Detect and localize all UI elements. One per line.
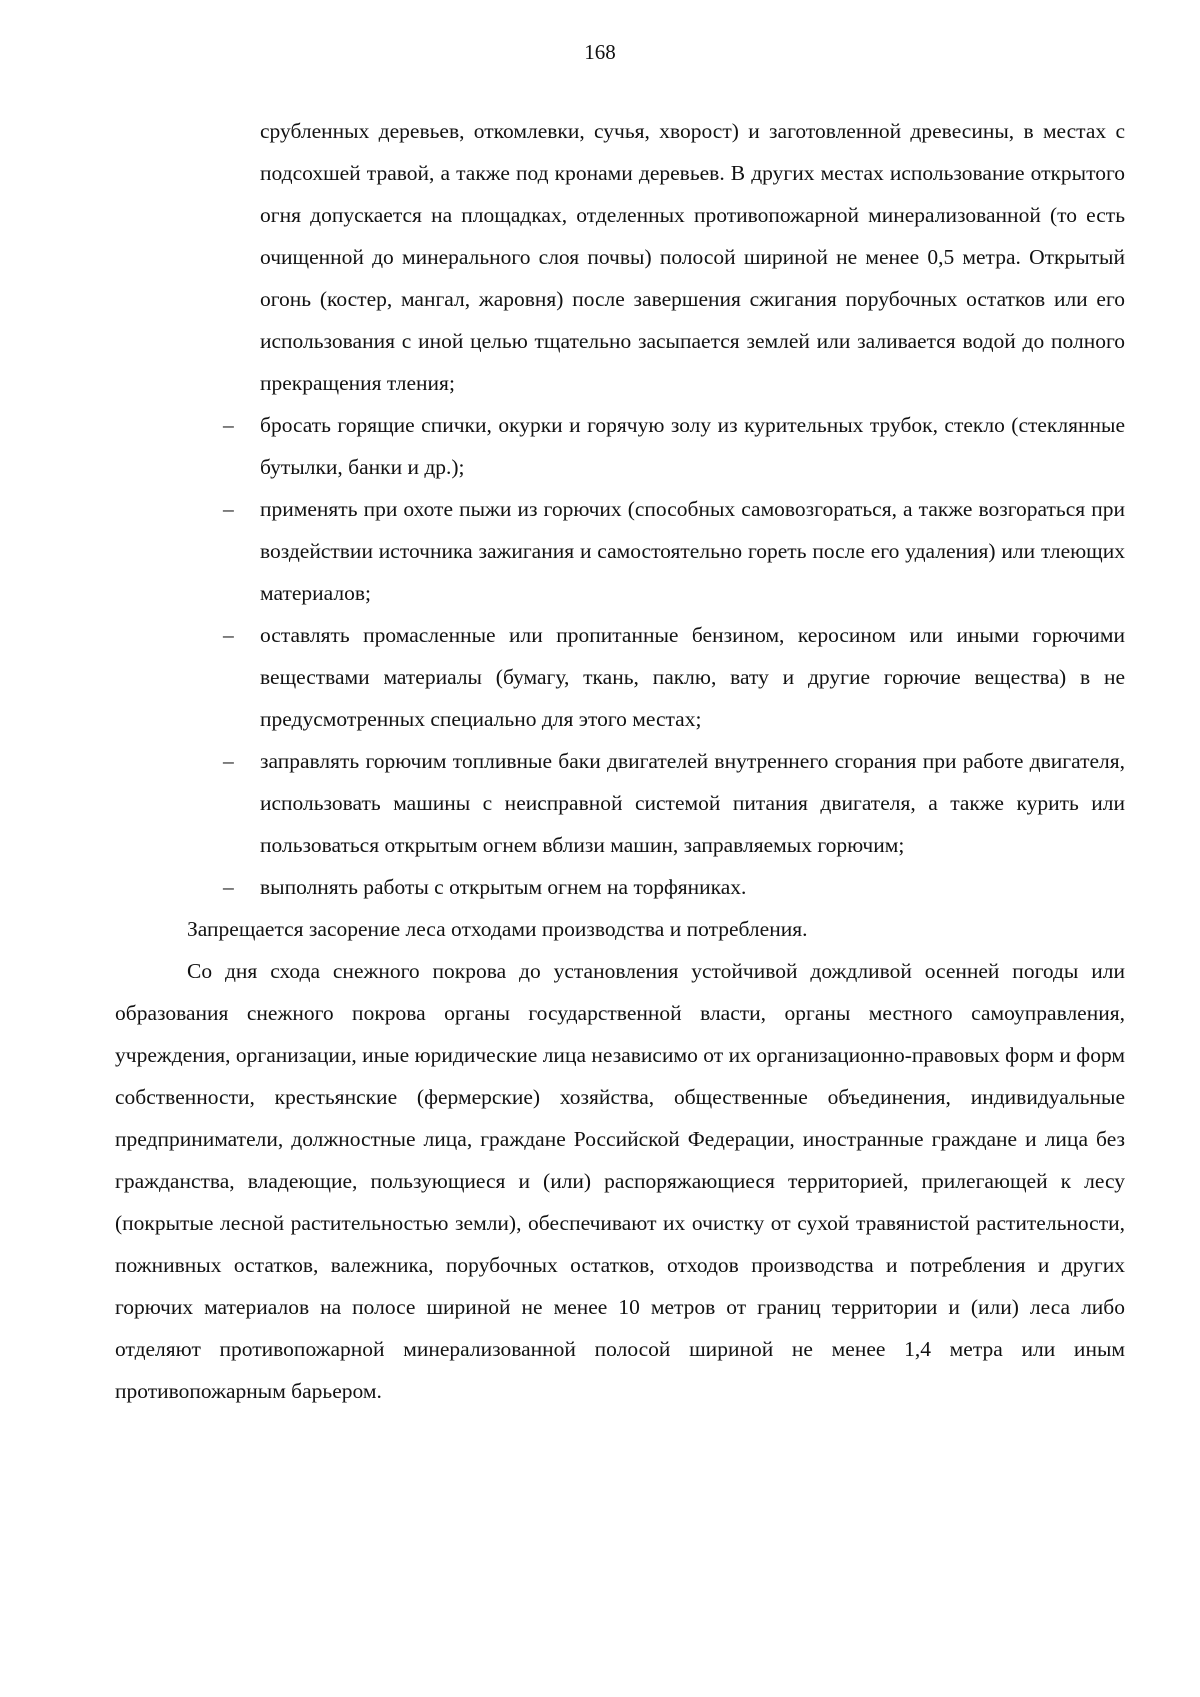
list-item	[115, 740, 1125, 866]
list-item-text: бросать горящие спички, окурки и горячую золу из курительных трубок, стекло (стеклянные бутылки, банки и др.);	[260, 413, 1125, 479]
document-body	[115, 110, 1125, 1412]
dash-marker: –	[223, 413, 234, 437]
page-number: 168	[584, 40, 616, 64]
list-item-text: применять при охоте пыжи из горючих (способных самовозгораться, а также возгораться при воздействии источника зажигания и самостоятельно гореть после его удаления) или тлеющих материалов;	[260, 497, 1125, 605]
list-item	[115, 404, 1125, 488]
continuation-paragraph: срубленных деревьев, откомлевки, сучья, хворост) и заготовленной древесины, в местах с подсохшей травой, а также под кронами деревьев. В других местах использование открытого огня допускается на площадках, отделенных противопожарной минерализованной (то есть очищенной до минерального слоя почвы) полосой шириной не менее 0,5 метра. Открытый огонь (костер, мангал, жаровня) после завершения сжигания порубочных остатков или его использования с иной целью тщательно засыпается землей или заливается водой до полного прекращения тления;	[260, 119, 1125, 395]
list-item-text: оставлять промасленные или пропитанные бензином, керосином или иными горючими веществами материалы (бумагу, ткань, паклю, вату и другие горючие вещества) в не предусмотренных специально для этого местах;	[260, 623, 1125, 731]
paragraph-litter-ban: Запрещается засорение леса отходами производства и потребления.	[187, 917, 808, 941]
list-item	[115, 488, 1125, 614]
list-item	[115, 614, 1125, 740]
list-item-text: выполнять работы с открытым огнем на торфяниках.	[260, 875, 747, 899]
list-item	[115, 866, 1125, 908]
prohibition-list	[115, 404, 1125, 908]
dash-marker: –	[223, 623, 234, 647]
paragraph-clearing-obligation: Со дня схода снежного покрова до установления устойчивой дождливой осенней погоды или образования снежного покрова органы государственной власти, органы местного самоуправления, учреждения, организации, иные юридические лица независимо от их организационно-правовых форм и форм собственности, крестьянские (фермерские) хозяйства, общественные объединения, индивидуальные предприниматели, должностные лица, граждане Российской Федерации, иностранные граждане и лица без гражданства, владеющие, пользующиеся и (или) распоряжающиеся территорией, прилегающей к лесу (покрытые лесной растительностью земли), обеспечивают их очистку от сухой травянистой растительности, пожнивных остатков, валежника, порубочных остатков, отходов производства и потребления и других горючих материалов на полосе шириной не менее 10 метров от границ территории и (или) леса либо отделяют противопожарной минерализованной полосой шириной не менее 1,4 метра или иным противопожарным барьером.	[115, 959, 1125, 1403]
dash-marker: –	[223, 497, 234, 521]
dash-marker: –	[223, 875, 234, 899]
dash-marker: –	[223, 749, 234, 773]
list-item-text: заправлять горючим топливные баки двигателей внутреннего сгорания при работе двигателя, использовать машины с неисправной системой питания двигателя, а также курить или пользоваться открытым огнем вблизи машин, заправляемых горючим;	[260, 749, 1125, 857]
